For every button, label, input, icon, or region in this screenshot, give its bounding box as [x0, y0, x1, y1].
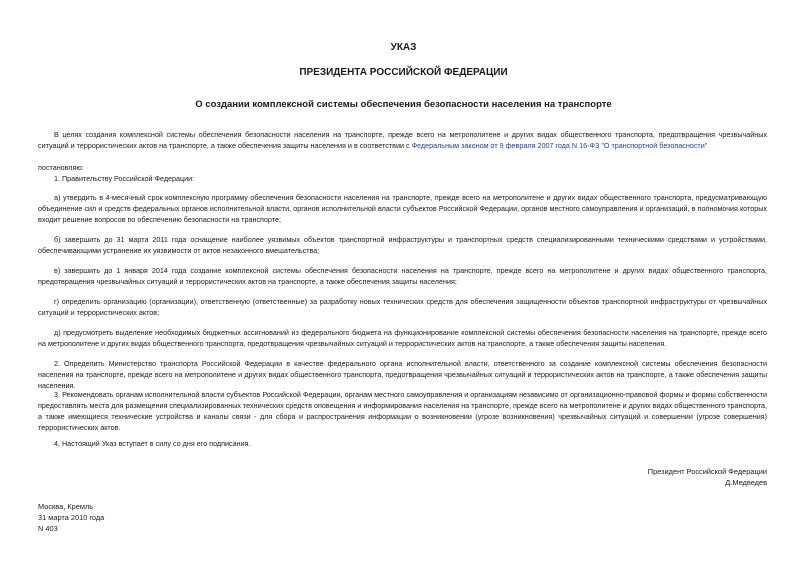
paragraph-1d: г) определить организацию (организации), ответственную (ответственные) за разработку новых технических средств для обеспечения защищенности объектов транспортной инфраструктуры от чрезвычайных ситуаций и террористических актов;	[38, 297, 767, 317]
paragraph-1c: в) завершить до 1 января 2014 года создание комплексной системы обеспечения безопасности населения на транспорте, прежде всего на метрополитене и других видах общественного транспорта, предотвращения чрезвычайных ситуаций и террористических актов на транспорте, а также обеспечения защиты населения;	[38, 266, 767, 286]
issuer-heading: ПРЕЗИДЕНТА РОССИЙСКОЙ ФЕДЕРАЦИИ	[299, 67, 508, 78]
intro-paragraph	[38, 129, 767, 151]
paragraph-1b: б) завершить до 31 марта 2011 года оснащение наиболее уязвимых объектов транспортной инфраструктуры и транспортных средств специализированными техническими средствами и устройствами, обеспечивающими устранение их уязвимости от актов незаконного вмешательства;	[38, 235, 767, 255]
place-date-block	[38, 501, 104, 534]
paragraph-3: 3. Рекомендовать органам исполнительной власти субъектов Российской Федерации, органам местного самоуправления и организациям независимо от организационно-правовой формы и формы собственности предоставлять места для размещения специализированных технических средств оповещения и информирования населения на транспорте, прежде всего на метрополитене и других видах общественного транспорта, а также имеющиеся технические устройства и каналы связи - для сбора и распространения информации о возникновении (угрозе возникновения) чрезвычайных ситуаций и совершении (угрозе совершения) террористических актов.	[38, 390, 767, 432]
document-title: О создании комплексной системы обеспечения безопасности населения на транспорте	[195, 99, 612, 110]
decree-word: постановляю:	[38, 163, 84, 172]
signature-block	[648, 466, 767, 488]
signing-place: Москва, Кремль	[38, 502, 94, 511]
paragraph-1e: д) предусмотреть выделение необходимых бюджетных ассигнований из федерального бюджета на функционирование комплексной системы обеспечения безопасности населения на транспорте, прежде всего на метрополитене и других видах общественного транспорта, предотвращения чрезвычайных ситуаций и террористических актов на транспорте, а также обеспечения защиты населения.	[38, 328, 767, 348]
signing-date: 31 марта 2010 года	[38, 513, 105, 522]
paragraph-4: 4. Настоящий Указ вступает в силу со дня его подписания.	[54, 439, 251, 448]
document-type-heading: УКАЗ	[390, 42, 417, 53]
intro-text: В целях создания комплексной системы обеспечения безопасности населения на транспорте, прежде всего на метрополитене и других видах общественного транспорта, предотвращения чрезвычайных ситуаций и террористических актов на транспорте, а также обеспечения защиты населения и в соответствии с	[38, 130, 767, 150]
signature-position: Президент Российской Федерации	[647, 467, 767, 476]
signature-name: Д.Медведев	[725, 478, 767, 487]
paragraph-1: 1. Правительству Российской Федерации:	[54, 174, 195, 183]
paragraph-1a: а) утвердить в 4-месячный срок комплексную программу обеспечения безопасности населения на транспорте, прежде всего на метрополитене и других видах общественного транспорта, предусматривающую объединение сил и средств федеральных органов исполнительной власти, органов исполнительной власти субъектов Российской Федерации, органов местного самоуправления и организаций, в полномочия которых входит решение вопросов по обеспечению безопасности на транспорте;	[38, 193, 767, 224]
paragraph-2: 2. Определить Министерство транспорта Российской Федерации в качестве федерального органа исполнительной власти, ответственного за создание комплексной системы обеспечения безопасности населения на транспорте, прежде всего на метрополитене и других видах общественного транспорта, предотвращения чрезвычайных ситуаций и террористических актов на транспорте, а также обеспечения защиты населения.	[38, 359, 767, 390]
decree-number: N 403	[38, 524, 58, 533]
federal-law-link[interactable]: Федеральным законом от 9 февраля 2007 года N 16-ФЗ "О транспортной безопасности"	[411, 141, 708, 150]
